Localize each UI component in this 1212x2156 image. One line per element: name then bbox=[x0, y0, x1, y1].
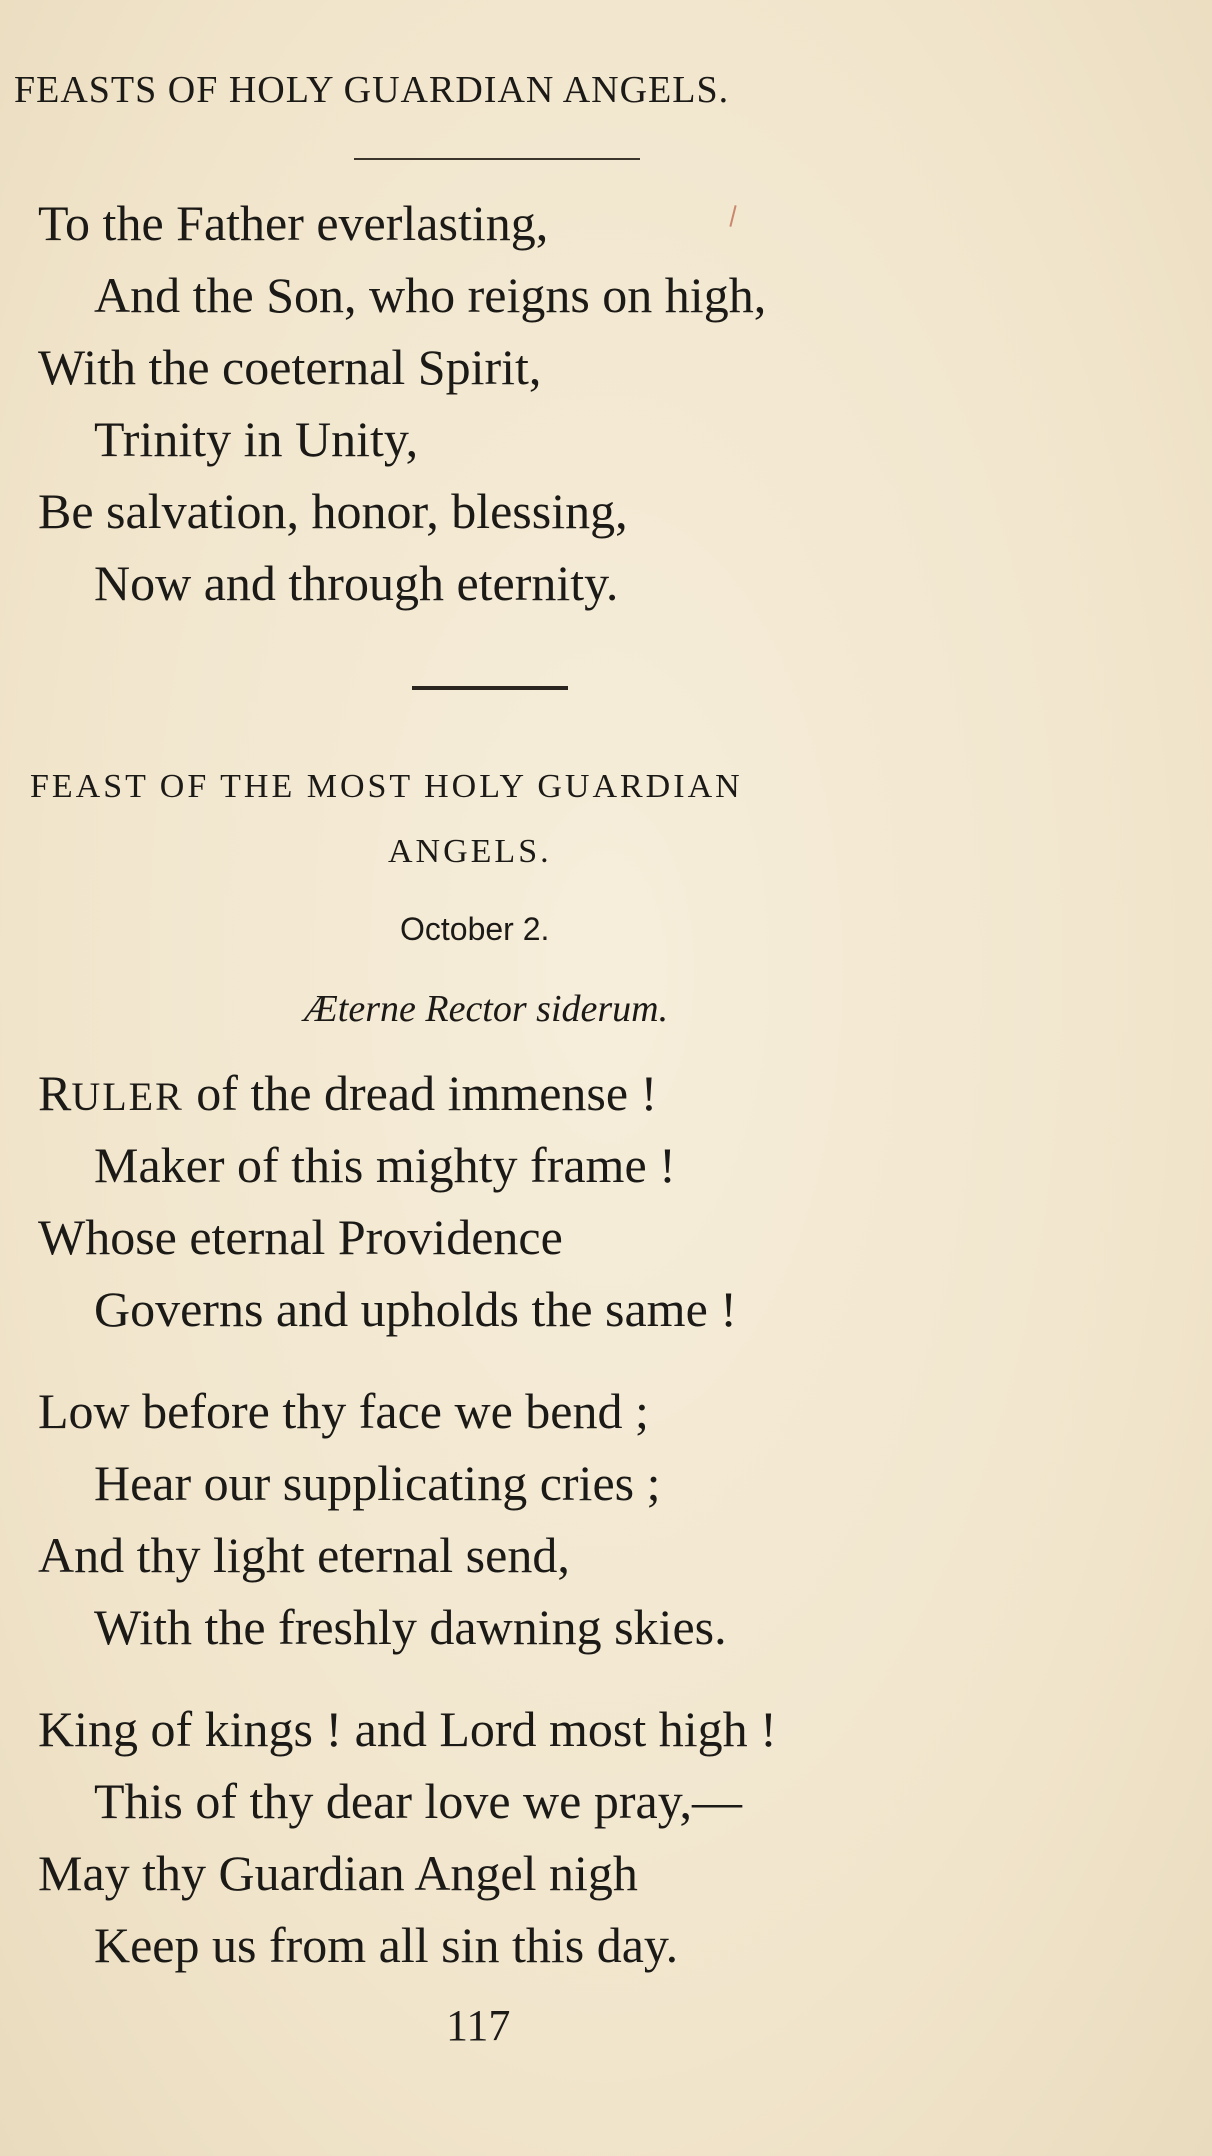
feast-date: October 2. bbox=[400, 911, 550, 947]
verse-line: Be salvation, honor, blessing, bbox=[38, 483, 628, 539]
verse-line: Now and through eternity. bbox=[94, 555, 619, 611]
section-title-continued: ANGELS. bbox=[388, 833, 552, 870]
verse-line: Governs and upholds the same ! bbox=[94, 1281, 737, 1337]
running-head: FEASTS OF HOLY GUARDIAN ANGELS. bbox=[14, 69, 730, 111]
verse-line: Hear our supplicating cries ; bbox=[94, 1455, 661, 1511]
verse-line: Low before thy face we bend ; bbox=[38, 1383, 649, 1439]
verse-line: Trinity in Unity, bbox=[94, 411, 419, 467]
verse-line: Keep us from all sin this day. bbox=[94, 1917, 679, 1973]
section-title: FEAST OF THE MOST HOLY GUARDIAN bbox=[30, 768, 743, 805]
section-divider bbox=[412, 686, 568, 690]
page-number: 117 bbox=[446, 2001, 511, 2050]
verse-line: King of kings ! and Lord most high ! bbox=[38, 1701, 777, 1757]
verse-line: This of thy dear love we pray,— bbox=[94, 1773, 742, 1829]
verse-line: To the Father everlasting, bbox=[38, 195, 549, 251]
verse-line: And thy light eternal send, bbox=[38, 1527, 570, 1583]
latin-hymn-title: Æterne Rector siderum. bbox=[304, 988, 669, 1030]
initial-letter: R bbox=[38, 1065, 72, 1121]
ink-mark bbox=[729, 205, 736, 227]
verse-line: And the Son, who reigns on high, bbox=[94, 267, 767, 323]
verse-line: Whose eternal Providence bbox=[38, 1209, 563, 1265]
verse-line: Maker of this mighty frame ! bbox=[94, 1137, 676, 1193]
verse-line: With the coeternal Spirit, bbox=[38, 339, 542, 395]
verse-line: May thy Guardian Angel nigh bbox=[38, 1845, 638, 1901]
verse-line: With the freshly dawning skies. bbox=[94, 1599, 727, 1655]
small-caps-word: ULER bbox=[71, 1074, 184, 1119]
verse-line-first bbox=[38, 1065, 658, 1121]
first-line-text: of the dread immense ! bbox=[183, 1065, 658, 1121]
header-rule bbox=[354, 158, 640, 160]
